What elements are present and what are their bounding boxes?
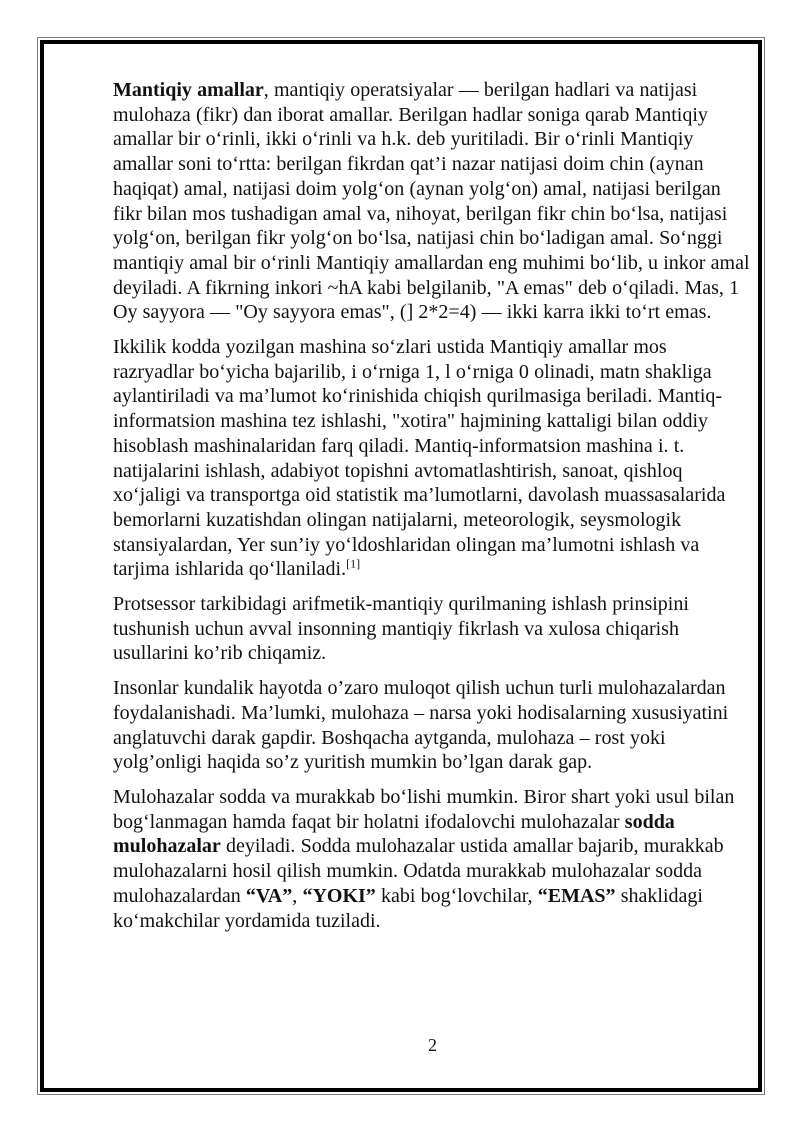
footnote-marker: [1] — [346, 556, 361, 571]
text-run: Insonlar kundalik hayotda o’zaro muloqot qilish uchun turli mulohazalardan foydalanishadi. Ma’lumki, mulohaza – narsa yoki hodisalarning xususiyatini anglatuvchi darak gapdir. Boshqacha aytganda, mulohaza – rost yoki yolg’onligi haqida so’z yuritish mumkin bo’lgan darak gap. — [113, 677, 729, 774]
bold-text-run: “EMAS” — [537, 884, 616, 907]
paragraph — [113, 676, 752, 775]
document-body — [113, 78, 752, 943]
text-run: , — [292, 884, 303, 907]
text-run: shaklidagi koʻmakchilar yordamida tuziladi. — [113, 884, 703, 932]
bold-text-run: sodda mulohazalar — [113, 810, 675, 858]
text-run: Protsessor tarkibidagi arifmetik-mantiqiy qurilmaning ishlash prinsipini tushunish uchun avval insonning mantiqiy fikrlash va xulosa chiqarish usullarini ko’rib chiqamiz. — [113, 593, 689, 665]
page-number: 2 — [428, 1035, 437, 1055]
bold-text-run: “YOKI” — [302, 884, 376, 907]
text-run: Mulohazalar sodda va murakkab boʻlishi mumkin. Biror shart yoki usul bilan bogʻlanmagan hamda faqat bir holatni ifodalovchi mulohazalar — [113, 785, 735, 833]
paragraph — [113, 785, 752, 933]
text-run: Ikkilik kodda yozilgan mashina soʻzlari ustida Mantiqiy amallar mos razryadlar boʻyicha bajarilib, i oʻrniga 1, l oʻrniga 0 olinadi, matn shakliga aylantiriladi va ma’lumot koʻrinishida chiqish qurilmasiga beriladi. Mantiq-informatsion mashina tez ishlashi, "xotira" hajmining kattaligi bilan oddiy hisoblash mashinalaridan farq qiladi. Mantiq-informatsion mashina i. t. natijalarini ishlash, adabiyot topishni avtomatlashtirish, sanoat, qishloq xoʻjaligi va transportga oid statistik ma’lumotlarni, davolash muassasalarida bemorlarni kuzatishdan olingan natijalarni, meteorologik, seysmologik stansiyalardan, Yer sun’iy yoʻldoshlaridan olingan ma’lumotni ishlash va tarjima ishlarida qoʻllaniladi. — [113, 336, 726, 581]
paragraph — [113, 335, 752, 582]
paragraph — [113, 78, 752, 325]
text-run: kabi bogʻlovchilar, — [375, 884, 538, 907]
text-run: , mantiqiy operatsiyalar — berilgan hadlari va natijasi mulohaza (fikr) dan iborat amallar. Berilgan hadlar soniga qarab Mantiqiy amallar bir oʻrinli, ikki oʻrinli va h.k. deb yuritiladi. Bir oʻrinli Mantiqiy amallar soni toʻrtta: berilgan fikrdan qat’i nazar natijasi doim chin (aynan haqiqat) amal, natijasi doim yolgʻon (aynan yolgʻon) amal, natijasi berilgan fikr bilan mos tushadigan amal va, nihoyat, berilgan fikr chin boʻlsa, natijasi yolgʻon, berilgan fikr yolgʻon boʻlsa, natijasi chin boʻladigan amal. Soʻnggi mantiqiy amal bir oʻrinli Mantiqiy amallardan eng muhimi boʻlib, u inkor amal deyiladi. A fikrning inkori ~hA kabi belgilanib, "A emas" deb oʻqiladi. Mas, 1 Oy sayyora — "Oy sayyora emas", (] 2*2=4) — ikki karra ikki toʻrt emas. — [113, 79, 750, 324]
bold-text-run: “VA” — [245, 884, 293, 907]
bold-text-run: Mantiqiy amallar — [113, 79, 264, 101]
page-border-frame — [40, 40, 762, 1092]
paragraph — [113, 592, 752, 666]
text-run: deyiladi. Sodda mulohazalar ustida amallar bajarib, murakkab mulohazalarni hosil qilish mumkin. Odatda murakkab mulohazalar sodda mulohazalardan — [113, 835, 724, 907]
